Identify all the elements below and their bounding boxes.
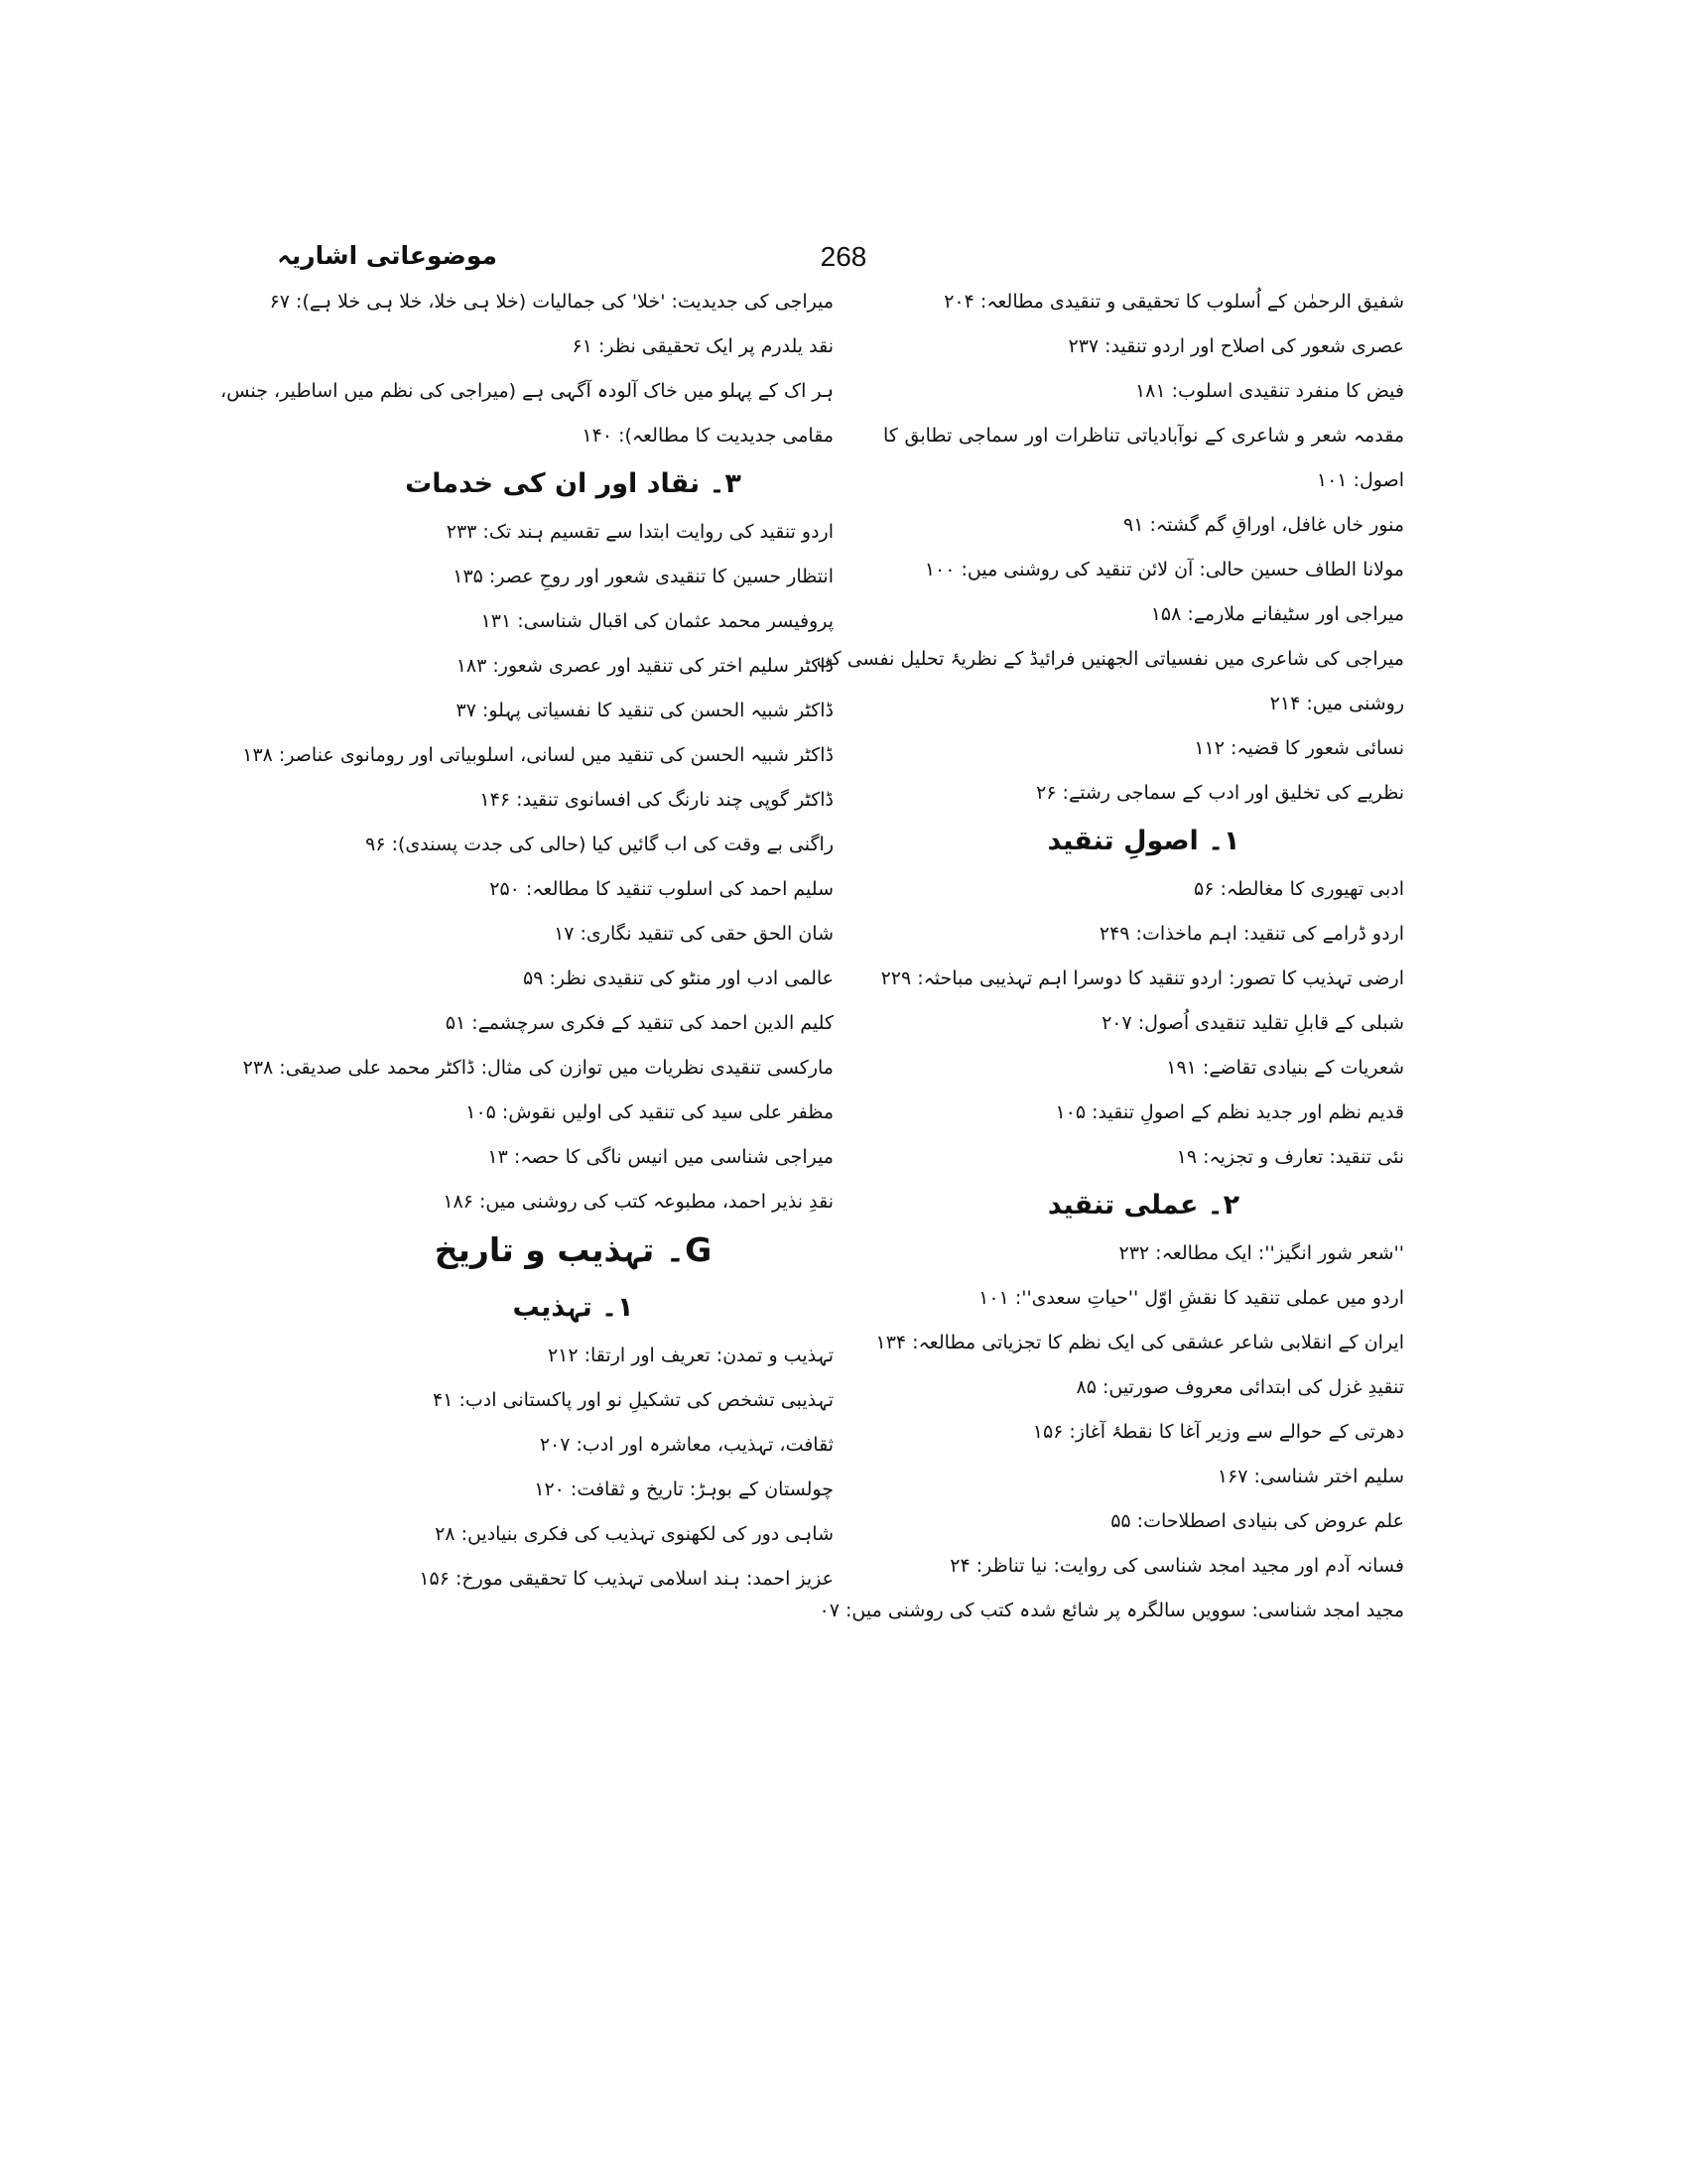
index-entry-continuation: مقامی جدیدیت کا مطالعہ): ۱۴۰ (582, 425, 834, 447)
index-entry: نسائی شعور کا قضیہ: ۱۱۲ (1194, 737, 1404, 759)
index-entry: ہر اک کے پہلو میں خاک آلودہ آگہی ہے (میراجی کی نظم میں اساطیر، جنس، (220, 380, 834, 402)
index-entry: اردو ڈرامے کی تنقید: اہم ماخذات: ۲۴۹ (1099, 923, 1404, 945)
index-entry: مولانا الطاف حسین حالی: آن لائن تنقید کی روشنی میں: ۱۰۰ (924, 559, 1404, 580)
index-entry: عالمی ادب اور منٹو کی تنقیدی نظر: ۵۹ (522, 967, 834, 989)
index-entry: تہذیب و تمدن: تعریف اور ارتقا: ۲۱۲ (547, 1345, 834, 1366)
index-entry: ''شعر شور انگیز'': ایک مطالعہ: ۲۳۲ (1118, 1242, 1404, 1264)
index-entry: ادبی تھیوری کا مغالطہ: ۵۶ (1194, 878, 1404, 900)
index-entry-continuation: اصول: ۱۰۱ (1316, 469, 1404, 491)
section-heading: ۱۔ اصولِ تنقید (1047, 826, 1240, 856)
index-entry: نئی تنقید: تعارف و تجزیہ: ۱۹ (1176, 1146, 1404, 1168)
index-entry: راگنی بے وقت کی اب گائیں کیا (حالی کی جدت پسندی): ۹۶ (365, 834, 834, 855)
chapter-heading: G۔ تہذیب و تاریخ (434, 1230, 713, 1269)
index-entry: ثقافت، تہذیب، معاشرہ اور ادب: ۲۰۷ (539, 1434, 834, 1456)
index-entry: چولستان کے بوہڑ: تاریخ و ثقافت: ۱۲۰ (534, 1478, 834, 1500)
index-entry: اردو تنقید کی روایت ابتدا سے تقسیم ہند تک: ۲۳۳ (446, 521, 834, 543)
index-entry: ڈاکٹر شبیہ الحسن کی تنقید میں لسانی، اسلوبیاتی اور رومانوی عناصر: ۱۳۸ (242, 744, 834, 766)
index-entry: دھرتی کے حوالے سے وزیر آغا کا نقطۂ آغاز: ۱۵۶ (1032, 1421, 1404, 1443)
index-entry: عصری شعور کی اصلاح اور اردو تنقید: ۲۳۷ (1068, 335, 1404, 357)
index-entry: تنقیدِ غزل کی ابتدائی معروف صورتیں: ۸۵ (1076, 1376, 1404, 1398)
page-number: 268 (820, 241, 867, 272)
index-entry: قدیم نظم اور جدید نظم کے اصولِ تنقید: ۱۰۵ (1055, 1101, 1404, 1123)
section-heading: ۲۔ عملی تنقید (1047, 1190, 1240, 1220)
index-entry: مجید امجد شناسی: سوویں سالگرہ پر شائع شدہ کتب کی روشنی میں: ۰۷ (819, 1600, 1404, 1621)
index-entry: مظفر علی سید کی تنقید کی اولیں نقوش: ۱۰۵ (465, 1101, 834, 1123)
index-entry: تہذیبی تشخص کی تشکیلِ نو اور پاکستانی ادب: ۴۱ (433, 1389, 834, 1411)
index-entry: کلیم الدین احمد کی تنقید کے فکری سرچشمے: ۵۱ (445, 1012, 834, 1034)
index-entry: سلیم اختر شناسی: ۱۶۷ (1217, 1466, 1404, 1487)
index-entry: شبلی کے قابلِ تقلید تنقیدی اُصول: ۲۰۷ (1102, 1012, 1404, 1034)
index-entry: نقدِ نذیر احمد، مطبوعہ کتب کی روشنی میں: ۱۸۶ (443, 1191, 834, 1213)
index-entry: ڈاکٹر گوپی چند نارنگ کی افسانوی تنقید: ۱۴۶ (479, 789, 834, 811)
index-entry: ارضی تہذیب کا تصور: اردو تنقید کا دوسرا اہم تہذیبی مباحثہ: ۲۲۹ (880, 967, 1404, 989)
section-heading: ۳۔ نقاد اور ان کی خدمات (405, 468, 741, 499)
section-heading: ۱۔ تہذیب (512, 1292, 634, 1323)
index-entry-continuation: روشنی میں: ۲۱۴ (1269, 693, 1404, 714)
index-entry: پروفیسر محمد عثمان کی اقبال شناسی: ۱۳۱ (480, 610, 834, 632)
index-entry: اردو میں عملی تنقید کا نقشِ اوّل ''حیاتِ سعدی'': ۱۰۱ (978, 1287, 1404, 1309)
index-entry: شان الحق حقی کی تنقید نگاری: ۱۷ (554, 923, 834, 945)
index-entry: شعریات کے بنیادی تقاضے: ۱۹۱ (1166, 1057, 1404, 1079)
index-entry: مارکسی تنقیدی نظریات میں توازن کی مثال: ڈاکٹر محمد علی صدیقی: ۲۳۸ (242, 1057, 834, 1079)
index-entry: سلیم احمد کی اسلوب تنقید کا مطالعہ: ۲۵۰ (489, 878, 834, 900)
index-entry: فسانہ آدم اور مجید امجد شناسی کی روایت: نیا تناظر: ۲۴ (950, 1555, 1404, 1577)
index-entry: عزیز احمد: ہند اسلامی تہذیب کا تحقیقی مورخ: ۱۵۶ (419, 1568, 834, 1590)
index-entry: میراجی اور سٹیفانے ملارمے: ۱۵۸ (1150, 603, 1404, 625)
index-entry: مقدمہ شعر و شاعری کے نوآبادیاتی تناظرات اور سماجی تطابق کا (883, 425, 1404, 447)
index-entry: منور خاں غافل، اوراقِ گم گشتہ: ۹۱ (1123, 514, 1404, 536)
index-entry: ایران کے انقلابی شاعر عشقی کی ایک نظم کا تجزیاتی مطالعہ: ۱۳۴ (875, 1332, 1404, 1353)
index-entry: انتظار حسین کا تنقیدی شعور اور روحِ عصر: ۱۳۵ (453, 566, 834, 587)
running-title: موضوعاتی اشاریہ (277, 241, 497, 270)
index-entry: فیض کا منفرد تنقیدی اسلوب: ۱۸۱ (1134, 380, 1404, 402)
index-entry: شاہی دور کی لکھنوی تہذیب کی فکری بنیادیں: ۲۸ (435, 1523, 834, 1545)
right-column (816, 288, 1404, 1641)
left-column (220, 288, 834, 1609)
index-entry: نظریے کی تخلیق اور ادب کے سماجی رشتے: ۲۶ (1036, 782, 1404, 804)
index-entry: ڈاکٹر سلیم اختر کی تنقید اور عصری شعور: ۱۸۳ (455, 655, 834, 677)
index-entry: شفیق الرحمٰن کے اُسلوب کا تحقیقی و تنقیدی مطالعہ: ۲۰۴ (944, 291, 1404, 313)
index-entry: میراجی کی شاعری میں نفسیاتی الجھنیں فرائیڈ کے نظریۂ تحلیل نفسی کی (816, 648, 1404, 670)
index-entry: علم عروض کی بنیادی اصطلاحات: ۵۵ (1110, 1510, 1404, 1532)
index-entry: میراجی شناسی میں انیس ناگی کا حصہ: ۱۳ (487, 1146, 834, 1168)
index-entry: ڈاکٹر شبیہ الحسن کی تنقید کا نفسیاتی پہلو: ۳۷ (455, 700, 834, 721)
index-entry: نقد یلدرم پر ایک تحقیقی نظر: ۶۱ (572, 335, 834, 357)
index-entry: میراجی کی جدیدیت: 'خلا' کی جمالیات (خلا ہی خلا، خلا ہی خلا ہے): ۶۷ (269, 291, 834, 313)
